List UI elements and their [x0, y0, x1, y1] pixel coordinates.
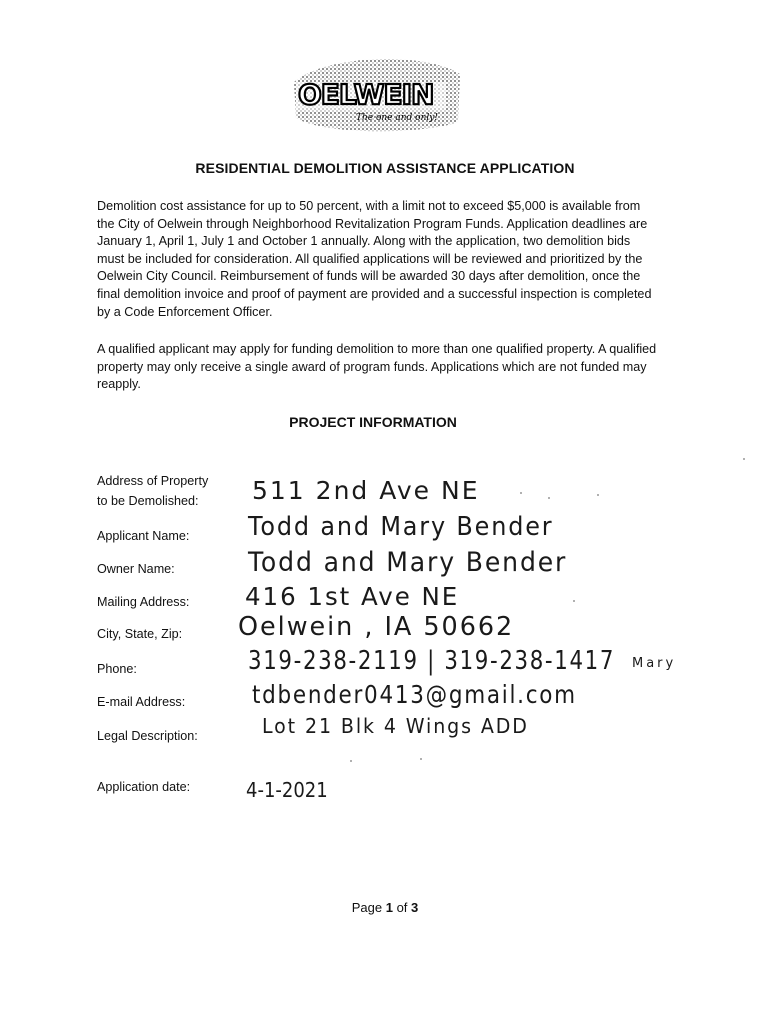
applicant-label: Applicant Name:	[97, 529, 190, 543]
scan-speck	[420, 758, 422, 760]
intro-paragraph-1: Demolition cost assistance for up to 50 percent, with a limit not to exceed $5,000 is available from the City of Oelwein through Neighborhood Revitalization Program Funds. Application deadlines are January 1, April 1, July 1 and October 1 annually. Along with the application, two demolition bids must be included for consideration. All qualified applications will be reviewed and prioritized by the Oelwein City Council. Reimbursement of funds will be awarded 30 days after demolition, once the final demolition invoice and proof of payment are provided and a successful inspection is completed by a Code Enforcement Officer.	[97, 199, 652, 319]
scan-speck	[548, 497, 550, 499]
footer-page-total: 3	[411, 900, 419, 915]
email-label: E-mail Address:	[97, 695, 186, 709]
footer-of-word: of	[396, 900, 408, 915]
logo-tagline: The one and only!	[356, 113, 438, 123]
legal-label: Legal Description:	[97, 729, 198, 743]
footer-page-number: 1	[385, 900, 393, 915]
owner-label: Owner Name:	[97, 562, 175, 576]
page-title: RESIDENTIAL DEMOLITION ASSISTANCE APPLICATION	[195, 160, 575, 176]
scan-speck	[573, 600, 575, 602]
address-value[interactable]: 511 2nd Ave NE	[252, 476, 480, 505]
section-title-project-information: PROJECT INFORMATION	[289, 414, 457, 430]
logo-wordmark: OELWEIN	[298, 78, 434, 111]
scan-speck	[520, 492, 522, 494]
mailing-label: Mailing Address:	[97, 595, 190, 609]
phone-value[interactable]: 319-238-2119 | 319-238-1417	[248, 646, 616, 676]
city-label: City, State, Zip:	[97, 627, 183, 641]
scan-speck	[597, 494, 599, 496]
intro-paragraph-2: A qualified applicant may apply for funding demolition to more than one qualified property. A qualified property may only receive a single award of program funds. Applications which are not funded may reapply.	[97, 342, 657, 392]
city-value[interactable]: Oelwein , IA 50662	[238, 612, 515, 642]
scan-speck	[350, 760, 352, 762]
phone-label: Phone:	[97, 662, 137, 676]
phone-note: Mary	[632, 656, 677, 671]
mailing-value[interactable]: 416 1st Ave NE	[245, 582, 460, 611]
owner-value[interactable]: Todd and Mary Bender	[248, 547, 568, 578]
page-footer	[0, 900, 770, 915]
date-value[interactable]: 4-1-2021	[246, 778, 328, 802]
address-label-line1: Address of Property	[97, 474, 209, 488]
scan-speck	[743, 458, 745, 460]
address-label-line2: to be Demolished:	[97, 494, 199, 508]
oelwein-logo	[286, 52, 466, 136]
date-label: Application date:	[97, 780, 191, 794]
legal-value[interactable]: Lot 21 Blk 4 Wings ADD	[262, 714, 529, 738]
email-value[interactable]: tdbender0413@gmail.com	[252, 680, 577, 709]
footer-page-word: Page	[351, 900, 383, 915]
applicant-value[interactable]: Todd and Mary Bender	[248, 512, 554, 542]
